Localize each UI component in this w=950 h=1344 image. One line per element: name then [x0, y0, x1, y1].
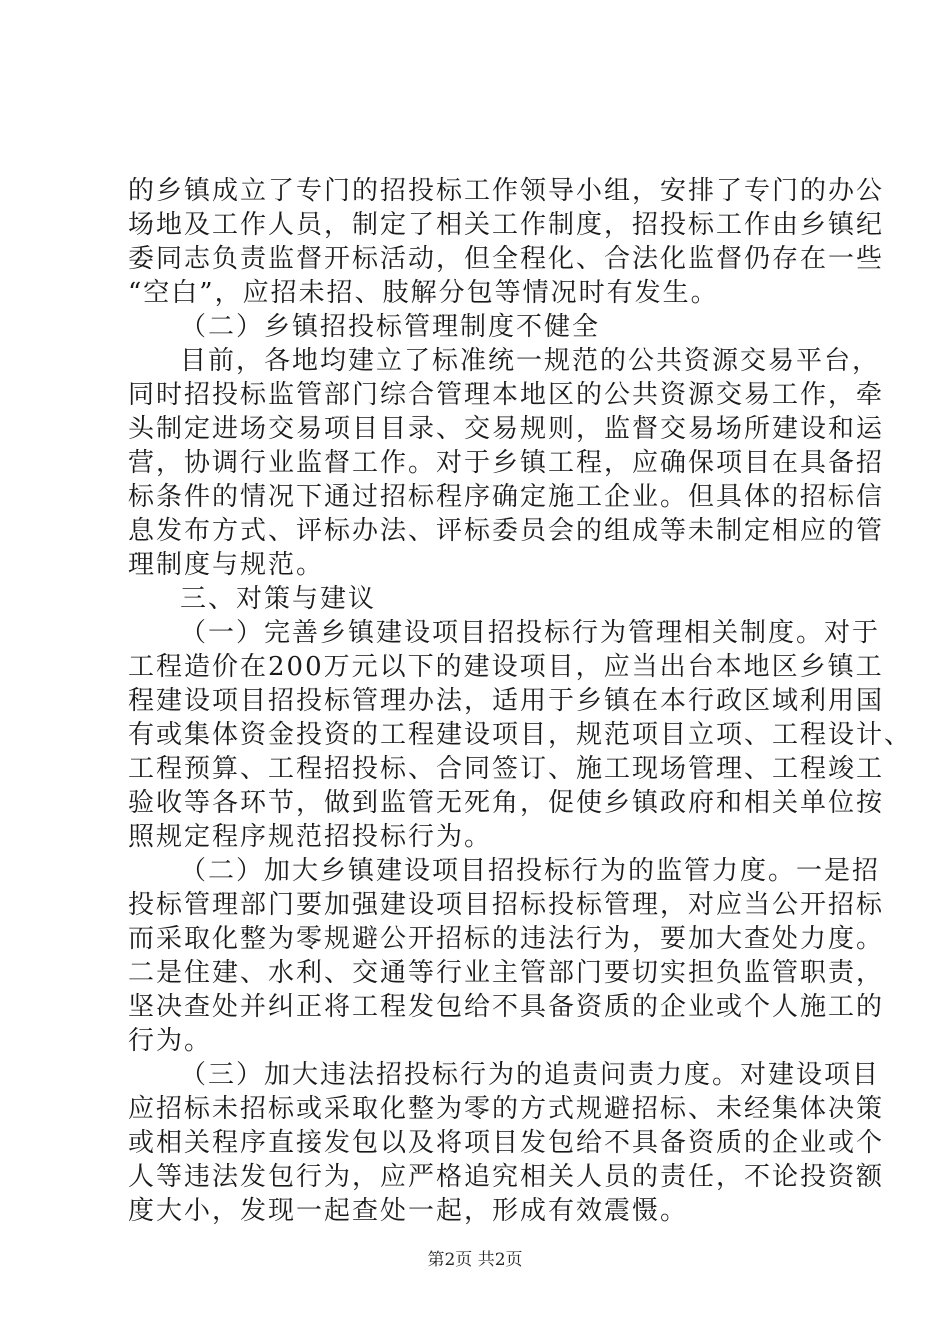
body-text-line: 有或集体资金投资的工程建设项目，规范项目立项、工程设计、: [128, 720, 913, 750]
body-text-line: 息发布方式、评标办法、评标委员会的组成等未制定相应的管: [128, 516, 885, 546]
body-text-line: 头制定进场交易项目目录、交易规则，监督交易场所建设和运: [128, 414, 885, 444]
body-text-line: 工程造价在200万元以下的建设项目，应当出台本地区乡镇工: [128, 652, 884, 682]
body-text-line: （一）完善乡镇建设项目招投标行为管理相关制度。对于: [180, 618, 881, 648]
body-text-line: 理制度与规范。: [128, 550, 325, 580]
body-text-line: （二）加大乡镇建设项目招投标行为的监管力度。一是招: [180, 856, 881, 886]
body-text-line: “空白”，应招未招、肢解分包等情况时有发生。: [128, 278, 719, 308]
body-text-line: 的乡镇成立了专门的招投标工作领导小组，安排了专门的办公: [128, 176, 885, 206]
body-text-line: 度大小，发现一起查处一起，形成有效震慑。: [128, 1196, 689, 1226]
body-text-line: 验收等各环节，做到监管无死角，促使乡镇政府和相关单位按: [128, 788, 885, 818]
section-heading: （二）乡镇招投标管理制度不健全: [180, 312, 601, 342]
body-text-line: 行为。: [128, 1026, 213, 1056]
body-text-line: 应招标未招标或采取化整为零的方式规避招标、未经集体决策: [128, 1094, 885, 1124]
body-text-line: 工程预算、工程招投标、合同签订、施工现场管理、工程竣工: [128, 754, 885, 784]
page-footer: 第2页 共2页: [427, 1250, 523, 1270]
body-text-line: （三）加大违法招投标行为的追责问责力度。对建设项目: [180, 1060, 881, 1090]
body-text-line: 同时招投标监管部门综合管理本地区的公共资源交易工作，牵: [128, 380, 885, 410]
section-heading: 三、对策与建议: [180, 584, 377, 614]
body-text-line: 营，协调行业监督工作。对于乡镇工程，应确保项目在具备招: [128, 448, 885, 478]
body-text-line: 目前，各地均建立了标准统一规范的公共资源交易平台，: [180, 346, 881, 376]
body-text-line: 投标管理部门要加强建设项目招标投标管理，对应当公开招标: [128, 890, 885, 920]
body-text-line: 程建设项目招投标管理办法，适用于乡镇在本行政区域利用国: [128, 686, 885, 716]
body-text-line: 委同志负责监督开标活动，但全程化、合法化监督仍存在一些: [128, 244, 885, 274]
body-text-line: 或相关程序直接发包以及将项目发包给不具备资质的企业或个: [128, 1128, 885, 1158]
body-text-line: 二是住建、水利、交通等行业主管部门要切实担负监管职责，: [128, 958, 885, 988]
body-text-line: 而采取化整为零规避公开招标的违法行为，要加大查处力度。: [128, 924, 885, 954]
body-text-line: 场地及工作人员，制定了相关工作制度，招投标工作由乡镇纪: [128, 210, 885, 240]
body-text-line: 照规定程序规范招投标行为。: [128, 822, 493, 852]
body-text-line: 人等违法发包行为，应严格追究相关人员的责任，不论投资额: [128, 1162, 885, 1192]
body-text-line: 坚决查处并纠正将工程发包给不具备资质的企业或个人施工的: [128, 992, 885, 1022]
body-text-line: 标条件的情况下通过招标程序确定施工企业。但具体的招标信: [128, 482, 885, 512]
